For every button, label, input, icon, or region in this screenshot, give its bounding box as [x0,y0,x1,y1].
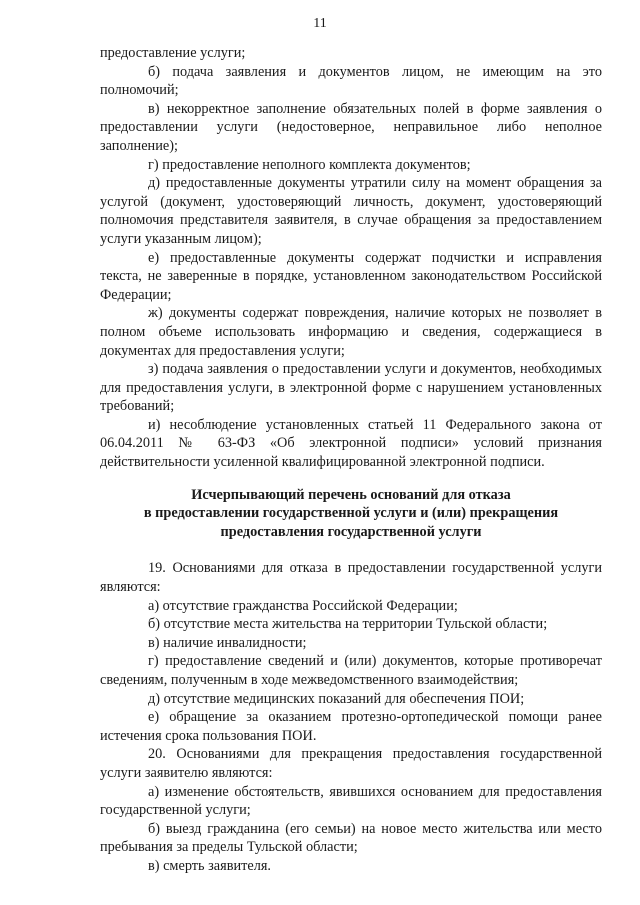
document-body [100,44,602,876]
paragraph-20-b: б) выезд гражданина (его семьи) на новое место жительства или место пребывания за пределы Тульской области; [100,820,602,856]
paragraph-20-v: в) смерть заявителя. [148,857,271,874]
heading-line-2: в предоставлении государственной услуги и (или) прекращения [143,505,559,522]
paragraph-item-zh: ж) документы содержат повреждения, наличие которых не позволяет в полном объеме использовать информацию и сведения, содержащиеся в документах для предоставления услуги; [100,305,602,359]
paragraph-continuation: предоставление услуги; [100,45,246,61]
paragraph-20-a: а) изменение обстоятельств, явившихся основанием для предоставления государственной услуги; [100,783,602,819]
paragraph-20-intro: 20. Основаниями для прекращения предоставления государственной услуги заявителю являются: [100,746,602,781]
section-heading [100,486,602,542]
paragraph-19-g: г) предоставление сведений и (или) документов, которые противоречат сведениям, полученным в ходе межведомственного взаимодействия; [100,653,602,688]
paragraph-item-z: з) подача заявления о предоставлении услуги и документов, необходимых для предоставления услуги, в электронной форме с нарушением установленных требований; [100,361,602,415]
paragraph-item-g: г) предоставление неполного комплекта документов; [148,156,471,173]
paragraph-item-i: и) несоблюдение установленных статьей 11 Федерального закона от 06.04.2011 № 63-ФЗ «Об электронной подписи» условий признания действительности усиленной квалифицированной электронной подписи. [100,416,602,471]
paragraph-item-v: в) некорректное заполнение обязательных полей в форме заявления о предоставлении услуги (недостоверное, неправильное либо неполное заполнение); [100,100,602,154]
paragraph-19-b: б) отсутствие места жительства на территории Тульской области; [148,616,548,633]
paragraph-19-a: а) отсутствие гражданства Российской Федерации; [148,597,458,614]
paragraph-19-intro: 19. Основаниями для отказа в предоставлении государственной услуги являются: [100,560,602,596]
heading-line-3: предоставления государственной услуги [220,523,482,540]
page-number: 11 [313,16,327,31]
paragraph-item-d: д) предоставленные документы утратили силу на момент обращения за услугой (документ, удостоверяющий личность, документ, удостоверяющий полномочия представителя заявителя, в случае обращения за предоставлением услуги указанным лицом); [100,175,602,247]
paragraph-item-b: б) подача заявления и документов лицом, не имеющим на это полномочий; [100,63,602,99]
paragraph-item-e: е) предоставленные документы содержат подчистки и исправления текста, не заверенные в порядке, установленном законодательством Российской Федерации; [100,249,602,303]
paragraph-19-e: е) обращение за оказанием протезно-ортопедической помощи ранее истечения срока пользования ПОИ. [100,709,602,744]
heading-line-1: Исчерпывающий перечень оснований для отказа [191,486,511,503]
paragraph-19-d: д) отсутствие медицинских показаний для обеспечения ПОИ; [148,690,525,707]
paragraph-19-v: в) наличие инвалидности; [148,634,307,651]
